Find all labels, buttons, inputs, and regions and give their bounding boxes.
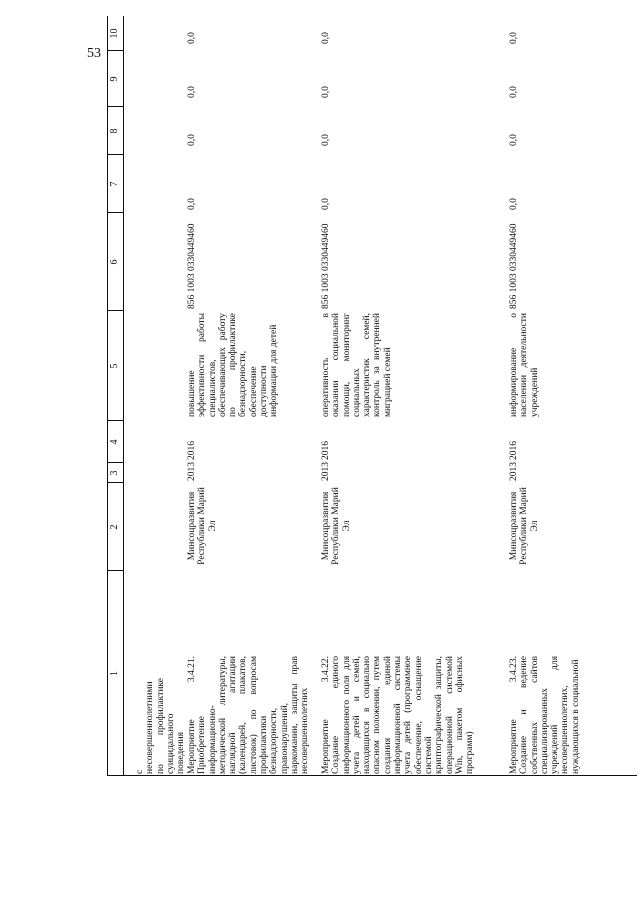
row-4-value-10: 0,0 — [509, 32, 519, 44]
row-4-start-year: 2013 — [509, 462, 519, 481]
measures-table — [107, 16, 637, 776]
col-header-1: 1 — [109, 671, 120, 676]
row-3-start-year: 2013 — [321, 462, 331, 481]
col-header-8: 8 — [109, 128, 120, 134]
row-3-value-7: 0,0 — [321, 198, 331, 210]
header-row — [107, 16, 124, 776]
page-number: 53 — [87, 46, 101, 61]
row-3-result: оперативность в оказании социальной помощи, мониторинг социальных характеристик семей, контроль за внутренней миграцией семей — [321, 313, 393, 417]
col-header-3: 3 — [109, 470, 120, 476]
row-2-value-7: 0,0 — [187, 198, 197, 210]
row-4-value-7: 0,0 — [509, 198, 519, 210]
row-2-start-year: 2013 — [187, 462, 197, 481]
col-header-2: 2 — [109, 524, 120, 530]
row-3-value-9: 0,0 — [321, 86, 331, 98]
row-4-end-year: 2016 — [509, 441, 519, 460]
row-2-value-10: 0,0 — [187, 32, 197, 44]
row-4-result: информирование о населении деятельности учреждений — [509, 313, 540, 417]
col-header-4: 4 — [109, 439, 120, 445]
row-4-value-9: 0,0 — [509, 86, 519, 98]
row-3-measure: Мероприятие 3.4.22. Создание единого информационного поля для учета детей и семей, находящихся в социально опасном положении, путем создания единой информационной системы учета детей (программное обеспечение, оснащение системой криптографической защиты, операционной системой Win, пакетом офисных программ) — [321, 656, 476, 774]
row-2-result: повышение эффективности работы специалистов, обеспечивающих работу по профилактике безнадзорности, обеспечение доступности информации для детей — [187, 313, 280, 417]
row-2-budget-code: 856 1003 0330449460 — [187, 223, 197, 309]
col-header-7: 7 — [109, 181, 120, 187]
col-header-5: 5 — [109, 363, 120, 369]
row-2-value-8: 0,0 — [187, 134, 197, 146]
row-2-value-9: 0,0 — [187, 86, 197, 98]
row-3-value-10: 0,0 — [321, 32, 331, 44]
row-2-measure: Мероприятие 3.4.21. Приобретение информационно-методической литературы, наглядной агитации (календарей, плакатов, листовок) по вопросам профилактики безнадзорности, правонарушений, наркомании, защиты прав несовершеннолетних — [187, 656, 311, 774]
row-4-value-8: 0,0 — [509, 134, 519, 146]
table-viewport — [107, 16, 637, 776]
row-2-end-year: 2016 — [187, 441, 197, 460]
row-4-executor: Минсоцразвития Республики Марий Эл — [509, 487, 540, 565]
row-4-budget-code: 856 1003 0330449460 — [509, 223, 519, 309]
col-header-6: 6 — [109, 259, 120, 265]
row-2-executor: Минсоцразвития Республики Марий Эл — [187, 487, 218, 565]
col-header-10: 10 — [109, 28, 120, 39]
row-4-measure: Мероприятие 3.4.23. Создание и ведение собственных сайтов специализированных учреждений для несовершеннолетних, нуждающихся в социальной — [509, 656, 581, 774]
row-3-value-8: 0,0 — [321, 134, 331, 146]
row-3-executor: Минсоцразвития Республики Марий Эл — [321, 487, 352, 565]
row-3-end-year: 2016 — [321, 441, 331, 460]
row-1-measure: с несовершеннолетними по профилактике суицидального поведения — [135, 678, 187, 774]
row-3-budget-code: 856 1003 0330449460 — [321, 223, 331, 309]
col-header-9: 9 — [109, 76, 120, 82]
